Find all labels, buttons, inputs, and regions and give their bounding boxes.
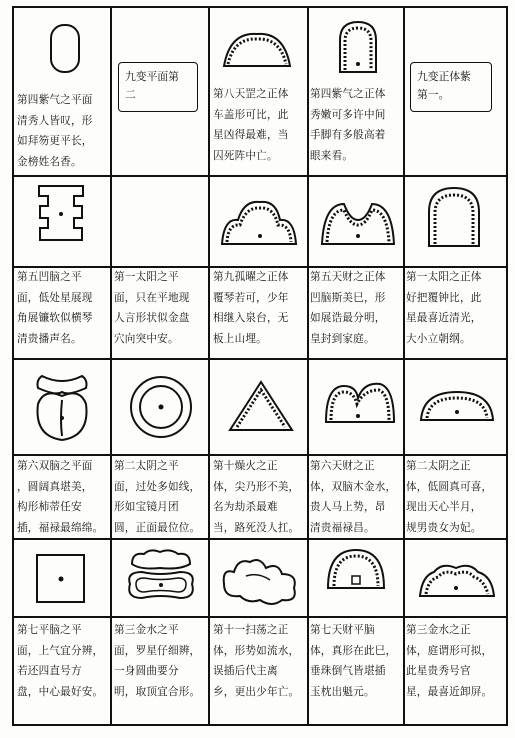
double-mountain-icon xyxy=(324,380,396,430)
grid-line xyxy=(14,538,506,540)
cell-text: 第六双脑之平面 ，圆阔真堪美， 构形柿蒂任安 插，福禄最绵绵。 xyxy=(17,460,104,534)
serrated-wave-icon xyxy=(418,560,496,604)
flat-peak-icon xyxy=(326,546,386,596)
cell-text: 第十一扫荡之正 体，形势如流水， 误插后代主离 乡，更出少年亡。 xyxy=(213,624,300,698)
triple-peak-icon xyxy=(220,198,298,252)
cell-text: 第四紫气之正体 秀嫩可多许中间 手脚有多般高着 眼来看。 xyxy=(310,88,386,162)
rounded-rect-icon xyxy=(50,24,80,78)
cell-text: 第三金水之正 体，庭谓形可拟， 此星贵秀号官 星，最喜近卸屏。 xyxy=(406,624,493,698)
serrated-dome-icon xyxy=(222,30,292,74)
diagram-grid xyxy=(12,6,508,726)
grid-line xyxy=(14,175,506,177)
cell-text: 第二太阴之正 体，低圆真可喜， 现出天心半月， 规男贵女为妃。 xyxy=(406,460,493,534)
cell-text: 第七天财平脑 体，真形在此巳， 垂珠倒气皆堪插 玉枕出魁元。 xyxy=(310,624,397,698)
cell-text: 第五凹脑之平 面，低处星展现 角展镰软似横琴 清贵播声名。 xyxy=(17,271,93,345)
cell-text: 第二太阴之平 面，过处多如线， 形如宝镜月团 圆，正面最位位。 xyxy=(114,460,201,534)
serrated-triangle-icon xyxy=(228,380,294,438)
cell-text: 第八天罡之正体 车盖形可比，此 星凶得最难，当 囚死阵中亡。 xyxy=(213,88,289,162)
serrated-bell-icon xyxy=(426,186,482,252)
concentric-circle-icon xyxy=(128,374,194,444)
double-lobe-icon xyxy=(34,374,90,448)
dot-square-icon xyxy=(36,554,86,608)
grid-line xyxy=(14,616,506,618)
stepped-pillar-icon xyxy=(36,184,86,248)
cell-text: 第七平脑之平 面，上气宜分辨， 若还四直号方 盘，中心最好安。 xyxy=(17,624,104,698)
cell-text: 第四紫气之平面 清秀人皆叹，形 如拜笏更平长， 金榜姓名香。 xyxy=(17,94,93,168)
cell-text: 第十燥火之正 体，尖乃形不美， 名为劫杀最难 当，路死没人扛。 xyxy=(213,460,300,534)
cloud-stack-icon xyxy=(126,548,196,612)
notched-mountain-icon xyxy=(320,196,396,252)
cell-text: 第五天财之正体 凹脑斯美巳，形 如展诰最分明， 皇封到家庭。 xyxy=(310,271,386,345)
cell-text: 第六天财之正 体，双脑木金水， 贵人马上势，昂 清贵福禄昌。 xyxy=(310,460,397,534)
cell-text: 第九孤曜之正体 覆琴若可，少年 相继入泉台，无 板上山埋。 xyxy=(213,271,289,345)
grid-line xyxy=(14,358,506,360)
section-heading-box: 九变平面第 二 xyxy=(118,62,198,112)
wavy-blob-icon xyxy=(220,554,300,610)
cell-text: 第一太阳之正体 好把覆钟比，此 星最喜近清光， 大小立朝纲。 xyxy=(406,271,482,345)
serrated-halfmoon-icon xyxy=(419,390,495,428)
cell-text: 第一太阳之平 面，只在平地现 人言形状似金盘 穴向突中安。 xyxy=(114,271,190,345)
serrated-bell-icon xyxy=(336,20,380,78)
cell-text: 第三金水之平 面，罗星仔细辨， 一身圆曲要分 明，取顶宜合形。 xyxy=(114,624,201,698)
plain-rect-icon xyxy=(126,188,192,258)
section-heading-box: 九变正体紫 第一。 xyxy=(410,62,492,112)
